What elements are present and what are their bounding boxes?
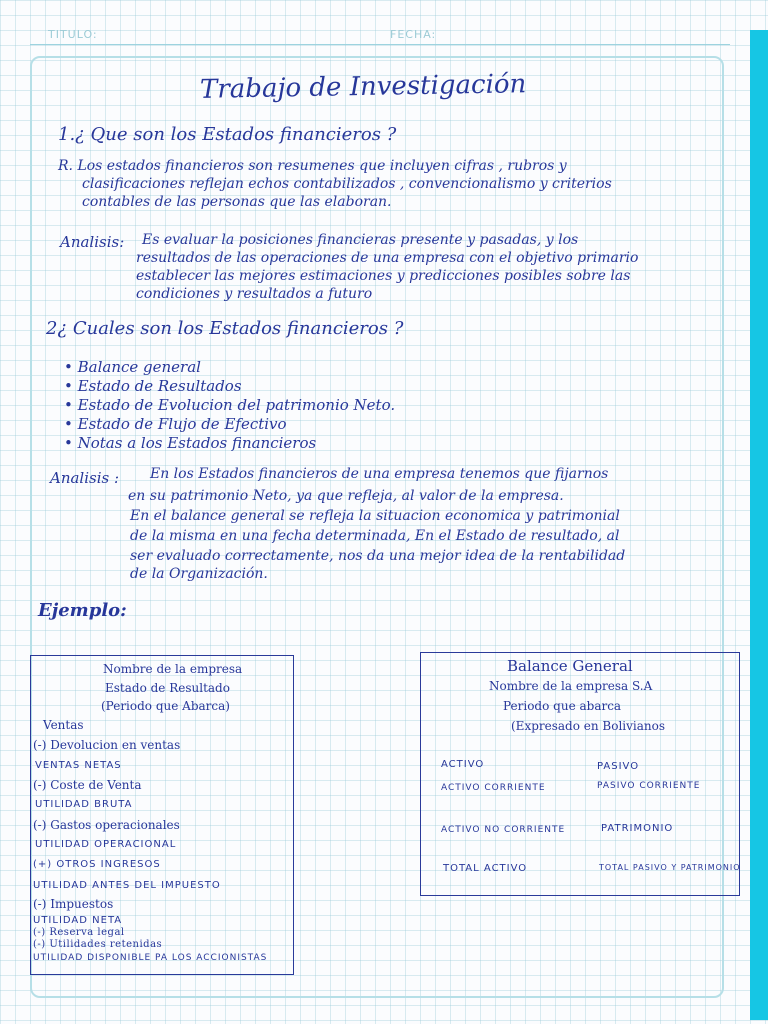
income-line: UTILIDAD DISPONIBLE PA LOS ACCIONISTAS — [33, 953, 268, 963]
analysis-1-line-1: Es evaluar la posiciones financieras presente y pasadas, y los — [142, 232, 579, 248]
income-line: (-) Utilidades retenidas — [33, 939, 163, 950]
bullet-item: • Estado de Evolucion del patrimonio Neto. — [64, 396, 396, 414]
income-line: (+) OTROS INGRESOS — [33, 859, 161, 870]
balance-left-item: TOTAL ACTIVO — [443, 863, 528, 874]
analysis-2-line-4: de la misma en una fecha determinada, En el Estado de resultado, al — [130, 528, 620, 544]
balance-left-item: ACTIVO NO CORRIENTE — [441, 825, 566, 835]
balance-left-item: ACTIVO CORRIENTE — [441, 783, 546, 793]
income-line: (-) Coste de Venta — [33, 778, 142, 792]
income-header-line: Estado de Resultado — [105, 681, 230, 695]
analysis-2-line-6: de la Organización. — [130, 566, 268, 582]
titulo-label: TITULO: — [48, 28, 98, 41]
example-label: Ejemplo: — [38, 600, 127, 621]
income-line: VENTAS NETAS — [35, 760, 122, 771]
balance-header-line: (Expresado en Bolivianos — [511, 719, 666, 733]
analysis-2-line-1: En los Estados financieros de una empresa tenemos que fijarnos — [150, 466, 609, 482]
balance-right-item: PASIVO CORRIENTE — [597, 781, 701, 791]
bullet-text: Estado de Resultados — [77, 377, 242, 395]
balance-right-item: PASIVO — [597, 761, 640, 772]
analysis-1-line-4: condiciones y resultados a futuro — [136, 286, 373, 302]
income-line: (-) Reserva legal — [33, 927, 125, 938]
bullet-text: Estado de Evolucion del patrimonio Neto. — [77, 396, 396, 414]
income-header-line: (Periodo que Abarca) — [101, 699, 230, 713]
income-line: (-) Devolucion en ventas — [33, 738, 181, 752]
answer-1-line-2: clasificaciones reflejan echos contabilizados , convencionalismo y criterios — [82, 176, 612, 192]
balance-right-item: PATRIMONIO — [601, 823, 674, 834]
answer-1-line-1: R. Los estados financieros son resumenes que incluyen cifras , rubros y — [58, 158, 567, 174]
analysis-2-line-5: ser evaluado correctamente, nos da una mejor idea de la rentabilidad — [130, 548, 626, 564]
analysis-2-line-3: En el balance general se refleja la situacion economica y patrimonial — [130, 508, 620, 524]
income-line: UTILIDAD ANTES DEL IMPUESTO — [33, 880, 221, 891]
analysis-1-line-2: resultados de las operaciones de una empresa con el objetivo primario — [136, 250, 639, 266]
bullet-text: Notas a los Estados financieros — [77, 434, 317, 452]
income-line: UTILIDAD OPERACIONAL — [35, 839, 177, 850]
income-line: (-) Gastos operacionales — [33, 818, 180, 832]
question-1: 1.¿ Que son los Estados financieros ? — [58, 124, 397, 145]
page-edge — [750, 30, 768, 1020]
bullet-item: • Notas a los Estados financieros — [64, 434, 317, 452]
analysis-1-line-3: establecer las mejores estimaciones y predicciones posibles sobre las — [136, 268, 631, 284]
bullet-item: • Balance general — [64, 358, 201, 376]
bullet-text: Balance general — [77, 358, 201, 376]
analysis-1-label: Analisis: — [60, 233, 125, 251]
income-line: UTILIDAD BRUTA — [35, 799, 133, 810]
bullet-item: • Estado de Flujo de Efectivo — [64, 415, 287, 433]
income-line: UTILIDAD NETA — [33, 915, 123, 926]
bullet-text: Estado de Flujo de Efectivo — [77, 415, 287, 433]
income-line: (-) Impuestos — [33, 897, 114, 911]
bullet-item: • Estado de Resultados — [64, 377, 242, 395]
header-rule — [30, 44, 730, 45]
balance-sheet-box — [420, 652, 740, 896]
income-statement-box — [30, 655, 294, 975]
analysis-2-label: Analisis : — [50, 469, 120, 487]
fecha-label: FECHA: — [390, 28, 437, 41]
balance-right-item: TOTAL PASIVO Y PATRIMONIO — [599, 863, 741, 872]
balance-left-item: ACTIVO — [441, 759, 485, 770]
question-2: 2¿ Cuales son los Estados financieros ? — [46, 318, 404, 339]
page-title: Trabajo de Investigación — [199, 69, 527, 105]
balance-header-line: Balance General — [507, 657, 633, 675]
income-line: Ventas — [43, 718, 84, 732]
balance-header-line: Periodo que abarca — [503, 699, 622, 713]
balance-header-line: Nombre de la empresa S.A — [489, 679, 653, 693]
answer-1-line-3: contables de las personas que las elaboran. — [82, 194, 392, 210]
income-header-line: Nombre de la empresa — [103, 662, 243, 676]
analysis-2-line-2: en su patrimonio Neto, ya que refleja, al valor de la empresa. — [128, 488, 564, 504]
